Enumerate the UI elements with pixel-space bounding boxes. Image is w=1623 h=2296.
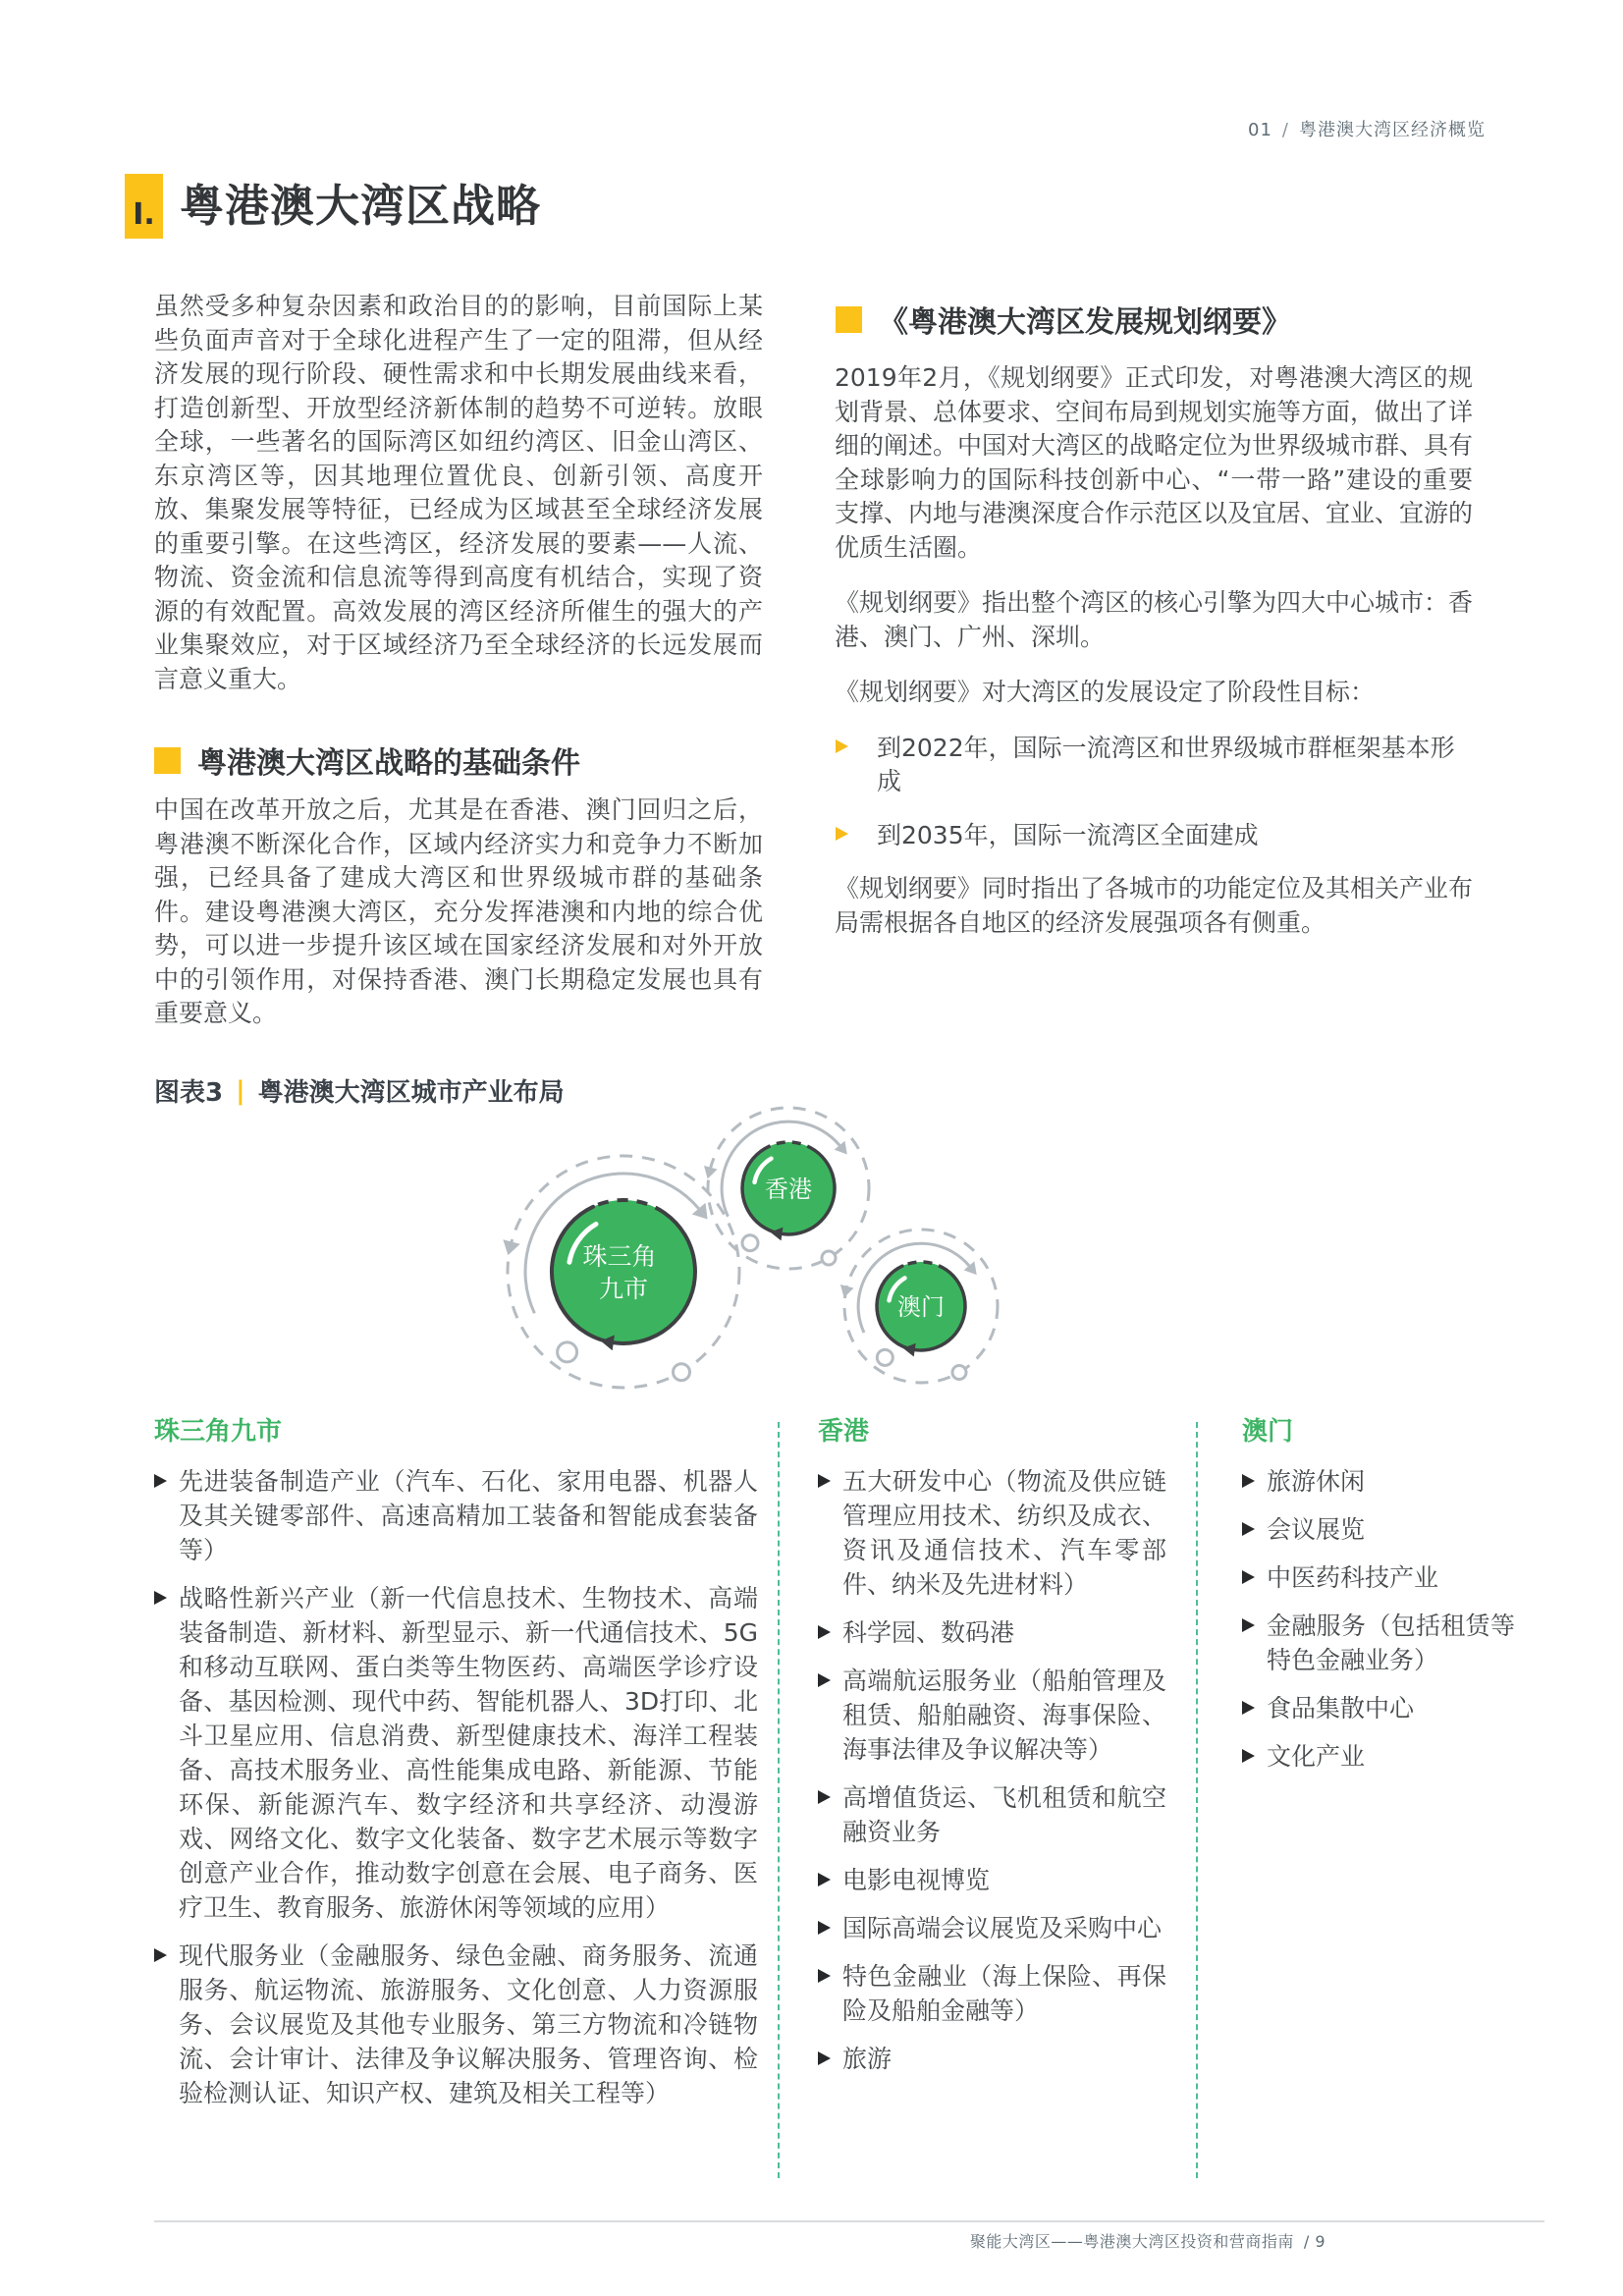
column-heading: 珠三角九市 <box>154 1417 283 1447</box>
page-title: 粤港澳大湾区战略 <box>180 180 542 232</box>
circle-label: 珠三角 九市 <box>582 1242 657 1303</box>
outline-paragraph-1: 2019年2月，《规划纲要》正式印发，对粤港澳大湾区的规划背景、总体要求、空间布局到规划实施等方面，做出了详细的阐述。中国对大湾区的战略定位为世界级城市群、具有全球影响力的国际科技创新中心、“一带一路”建设的重要支撑、内地与港澳深度合作示范区以及宜居、宜业、宜游的优质生活圈。 <box>835 363 1474 562</box>
item-text: 先进装备制造产业（汽车、石化、家用电器、机器人及其关键零部件、高速高精加工装备和智能成套装备等） <box>179 1467 758 1564</box>
footer-page-number: / 9 <box>1303 2232 1325 2251</box>
triangle-bullet-icon <box>836 739 848 753</box>
arrowhead-icon <box>840 1285 854 1297</box>
list-item <box>154 1939 758 2110</box>
list-item <box>1242 1739 1515 1774</box>
industry-list <box>1242 1464 1515 1774</box>
orbit-dot-icon <box>742 1235 758 1251</box>
industry-layout-diagram <box>469 1092 1157 1431</box>
list-item <box>818 1615 1166 1650</box>
bullet-triangle-icon <box>1242 1701 1255 1715</box>
item-text: 旅游 <box>842 2045 893 2073</box>
item-text: 特色金融业（海上保险、再保险及船舶金融等） <box>842 1962 1166 2025</box>
orbit-dot-icon <box>877 1349 893 1365</box>
triangle-bullet-icon <box>836 827 848 841</box>
bullet-triangle-icon <box>818 1921 831 1935</box>
column-hongkong <box>818 1411 1166 2090</box>
item-text: 战略性新兴产业（新一代信息技术、生物技术、高端装备制造、新材料、新型显示、新一代通信技术、5G和移动互联网、蛋白类等生物医药、高端医学诊疗设备、基因检测、现代中药、智能机器人、3D打印、北斗卫星应用、信息消费、新型健康技术、海洋工程装备、高技术服务业、高性能集成电路、新能源、节能环保、新能源汽车、数字经济和共享经济、动漫游戏、网络文化、数字文化装备、数字艺术展示等数字创意产业合作，推动数字创意在会展、电子商务、医疗卫生、教育服务、旅游休闲等领域的应用） <box>179 1584 758 1922</box>
figure-label: 图表3 <box>154 1078 224 1108</box>
item-text: 文化产业 <box>1267 1742 1366 1771</box>
orbit-dot-icon <box>952 1366 966 1380</box>
bullet-triangle-icon <box>818 1673 831 1687</box>
bullet-triangle-icon <box>1242 1749 1255 1763</box>
figure-divider: | <box>236 1075 245 1106</box>
list-item <box>818 1464 1166 1602</box>
industry-list <box>154 1464 758 2110</box>
bullet-triangle-icon <box>1242 1570 1255 1584</box>
column-divider <box>1196 1422 1198 2178</box>
orbit-dot-icon <box>558 1342 577 1362</box>
item-text: 金融服务（包括租赁等特色金融业务） <box>1267 1612 1515 1674</box>
section-heading-basis-text: 粤港澳大湾区战略的基础条件 <box>197 746 580 781</box>
list-item <box>818 1863 1166 1897</box>
list-item <box>818 1911 1166 1945</box>
bullet-triangle-icon <box>818 1790 831 1804</box>
chapter-number: 01 <box>1248 120 1272 140</box>
yellow-square-icon <box>836 306 862 333</box>
bullet-triangle-icon <box>154 1474 167 1488</box>
item-text: 旅游休闲 <box>1267 1467 1366 1496</box>
column-divider <box>778 1422 780 2178</box>
bullet-triangle-icon <box>818 1969 831 1983</box>
list-item <box>818 1959 1166 2028</box>
list-item <box>154 1464 758 1567</box>
milestone-text: 到2035年，国际一流湾区全面建成 <box>877 820 1259 849</box>
item-text: 中医药科技产业 <box>1267 1563 1439 1592</box>
bullet-triangle-icon <box>1242 1474 1255 1488</box>
list-item <box>1242 1609 1515 1677</box>
intro-paragraph: 虽然受多种复杂因素和政治目的的影响，目前国际上某些负面声音对于全球化进程产生了一定的阻滞，但从经济发展的现行阶段、硬性需求和中长期发展曲线来看，打造创新型、开放型经济新体制的趋势不可逆转。放眼全球，一些著名的国际湾区如纽约湾区、旧金山湾区、东京湾区等，因其地理位置优良、创新引领、高度开放、集聚发展等特征，已经成为区域甚至全球经济发展的重要引擎。在这些湾区，经济发展的要素——人流、物流、资金流和信息流等得到高度有机结合，实现了资源的有效配置。高效发展的湾区经济所催生的强大的产业集聚效应，对于区域经济乃至全球经济的长远发展而言意义重大。 <box>154 292 763 693</box>
prd-circle-group <box>503 1156 739 1388</box>
basis-paragraph: 中国在改革开放之后，尤其是在香港、澳门回归之后，粤港澳不断深化合作，区域内经济实力和竞争力不断加强，已经具备了建成大湾区和世界级城市群的基础条件。建设粤港澳大湾区，充分发挥港澳和内地的综合优势，可以进一步提升该区域在国家经济发展和对外开放中的引领作用，对保持香港、澳门长期稳定发展也具有重要意义。 <box>154 795 763 1027</box>
bullet-triangle-icon <box>818 1625 831 1639</box>
header-separator: / <box>1281 120 1289 140</box>
milestone-row <box>835 732 1473 799</box>
footer-divider <box>154 2220 1544 2222</box>
arrowhead-icon <box>503 1239 519 1255</box>
page-header <box>1248 116 1486 141</box>
item-text: 现代服务业（金融服务、绿色金融、商务服务、流通服务、航运物流、旅游服务、文化创意、人力资源服务、会议展览及其他专业服务、第三方物流和冷链物流、会计审计、法律及争议解决服务、管理咨询、检验检测认证、知识产权、建筑及相关工程等） <box>179 1941 758 2107</box>
list-item <box>1242 1691 1515 1725</box>
orbit-dot-icon <box>822 1251 836 1265</box>
outline-paragraph-3: 《规划纲要》对大湾区的发展设定了阶段性目标： <box>835 678 1376 706</box>
outline-content <box>835 361 1473 961</box>
page-footer <box>835 2229 1325 2252</box>
bullet-triangle-icon <box>1242 1522 1255 1536</box>
item-text: 食品集散中心 <box>1267 1694 1415 1722</box>
header-section-title: 粤港澳大湾区经济概览 <box>1299 120 1486 140</box>
footer-text: 聚能大湾区——粤港澳大湾区投资和营商指南 <box>969 2232 1294 2251</box>
section-heading-basis <box>154 738 580 782</box>
item-text: 高端航运服务业（船舶管理及租赁、船舶融资、海事保险、海事法律及争议解决等） <box>842 1667 1166 1764</box>
column-heading: 澳门 <box>1242 1417 1294 1447</box>
list-item <box>818 1664 1166 1767</box>
chapter-index-badge: I. <box>125 174 163 239</box>
column-macau <box>1242 1411 1515 1787</box>
figure-title: 粤港澳大湾区城市产业布局 <box>257 1078 565 1108</box>
item-text: 五大研发中心（物流及供应链管理应用技术、纺织及成衣、资讯及通信技术、汽车零部件、纳米及先进材料） <box>842 1467 1166 1599</box>
circle-label: 香港 <box>765 1175 812 1203</box>
column-prd <box>154 1411 758 2124</box>
macau-circle-group <box>840 1230 998 1383</box>
list-item <box>154 1581 758 1925</box>
list-item <box>1242 1512 1515 1547</box>
yellow-square-icon <box>154 747 181 774</box>
bullet-triangle-icon <box>818 1474 831 1488</box>
outline-paragraph-2: 《规划纲要》指出整个湾区的核心引擎为四大中心城市：香港、澳门、广州、深圳。 <box>835 588 1474 651</box>
milestone-row <box>835 819 1473 853</box>
bullet-triangle-icon <box>154 1948 167 1962</box>
industry-list <box>818 1464 1166 2076</box>
item-text: 电影电视博览 <box>842 1866 991 1894</box>
orbit-dot-icon <box>674 1364 690 1381</box>
hongkong-circle-group <box>704 1108 869 1269</box>
list-item <box>818 2042 1166 2076</box>
item-text: 科学园、数码港 <box>842 1618 1015 1647</box>
bullet-triangle-icon <box>1242 1618 1255 1632</box>
outline-closing-paragraph: 《规划纲要》同时指出了各城市的功能定位及其相关产业布局需根据各自地区的经济发展强项各有侧重。 <box>835 874 1474 937</box>
milestone-text: 到2022年，国际一流湾区和世界级城市群框架基本形成 <box>877 733 1455 795</box>
list-item <box>1242 1560 1515 1595</box>
section-heading-outline-text: 《粤港澳大湾区发展规划纲要》 <box>879 305 1291 340</box>
column-heading: 香港 <box>818 1417 870 1447</box>
section-heading-outline <box>836 298 1291 341</box>
list-item <box>1242 1464 1515 1499</box>
circle-label: 澳门 <box>897 1293 945 1321</box>
item-text: 高增值货运、飞机租赁和航空融资业务 <box>842 1783 1166 1846</box>
arrowhead-icon <box>704 1166 718 1178</box>
bullet-triangle-icon <box>154 1591 167 1605</box>
bullet-triangle-icon <box>818 1873 831 1886</box>
list-item <box>818 1780 1166 1849</box>
chapter-title-row <box>125 174 541 239</box>
bullet-triangle-icon <box>818 2051 831 2065</box>
item-text: 国际高端会议展览及采购中心 <box>842 1914 1163 1942</box>
item-text: 会议展览 <box>1267 1515 1366 1544</box>
